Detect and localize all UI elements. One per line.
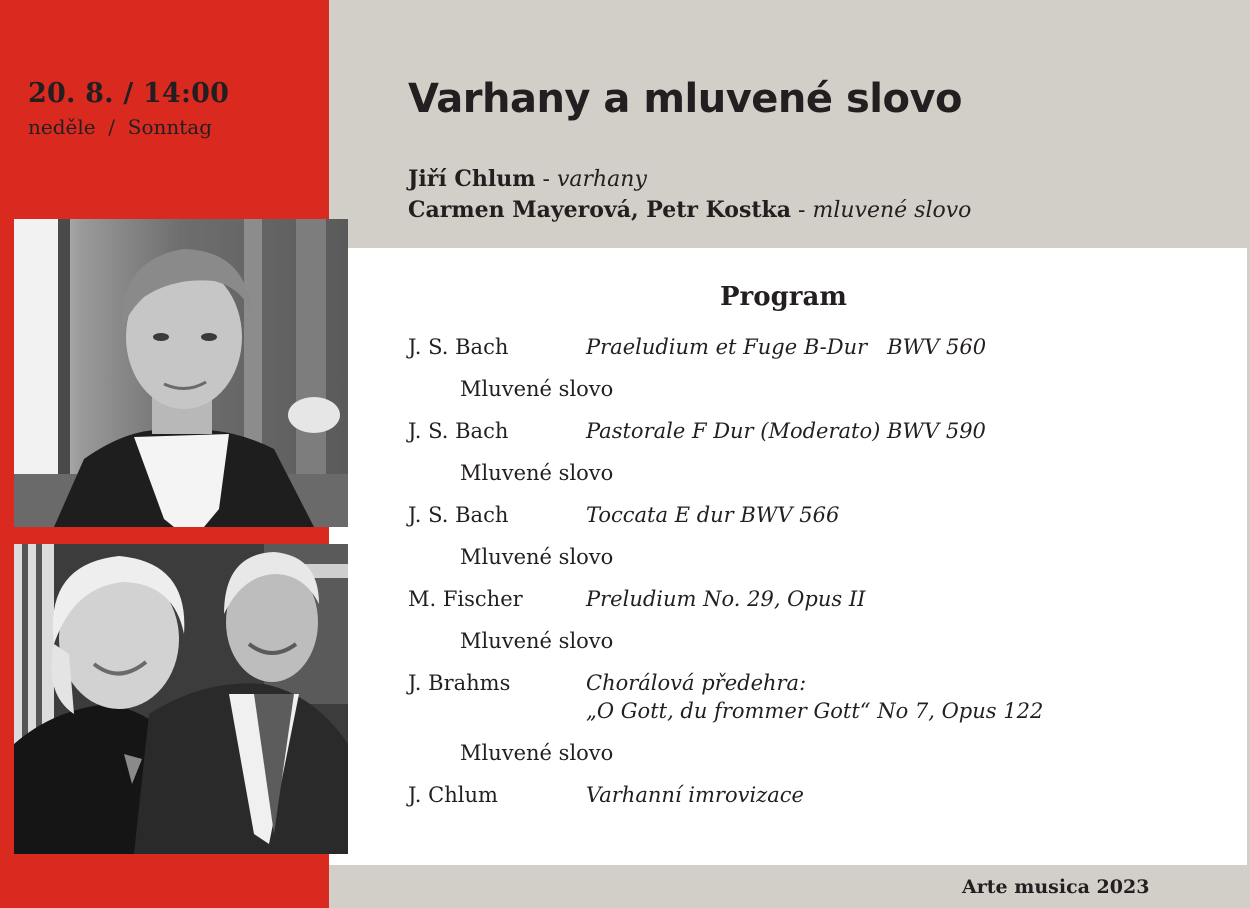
program-work: Toccata E dur BWV 566	[586, 503, 840, 527]
event-date: 20. 8. / 14:00	[28, 78, 230, 109]
performer-line-1	[408, 166, 647, 192]
festival-footer: Arte musica 2023	[962, 876, 1150, 898]
program-work: Varhanní imrovizace	[586, 783, 804, 807]
event-day: neděle / Sonntag	[28, 115, 213, 139]
program-work: Preludium No. 29, Opus II	[586, 587, 866, 611]
program-speech: Mluvené slovo	[460, 461, 614, 485]
performer-role: varhany	[556, 167, 647, 192]
program-work: Praeludium et Fuge B-Dur BWV 560	[586, 335, 987, 359]
speakers-photo	[14, 544, 348, 854]
program-composer: J. Brahms	[408, 671, 511, 695]
program-composer: J. S. Bach	[408, 503, 509, 527]
program-work-line2: „O Gott, du frommer Gott“ No 7, Opus 122	[586, 699, 1044, 723]
program-composer: J. S. Bach	[408, 419, 509, 443]
program-speech: Mluvené slovo	[460, 377, 614, 401]
program-speech: Mluvené slovo	[460, 629, 614, 653]
program-composer: J. S. Bach	[408, 335, 509, 359]
performer-role: mluvené slovo	[812, 198, 972, 223]
performer-separator: -	[542, 167, 557, 192]
performer-name: Carmen Mayerová, Petr Kostka	[408, 197, 792, 223]
organist-photo	[14, 219, 348, 527]
program-speech: Mluvené slovo	[460, 741, 614, 765]
program-speech: Mluvené slovo	[460, 545, 614, 569]
performer-separator: -	[798, 198, 813, 223]
program-work: Pastorale F Dur (Moderato) BWV 590	[586, 419, 986, 443]
program-heading: Program	[720, 282, 847, 312]
program-composer: J. Chlum	[408, 783, 498, 807]
performer-line-2	[408, 197, 971, 223]
event-title: Varhany a mluvené slovo	[408, 76, 963, 122]
program-composer: M. Fischer	[408, 587, 523, 611]
performer-name: Jiří Chlum	[408, 166, 536, 192]
program-work: Chorálová předehra:	[586, 671, 807, 695]
